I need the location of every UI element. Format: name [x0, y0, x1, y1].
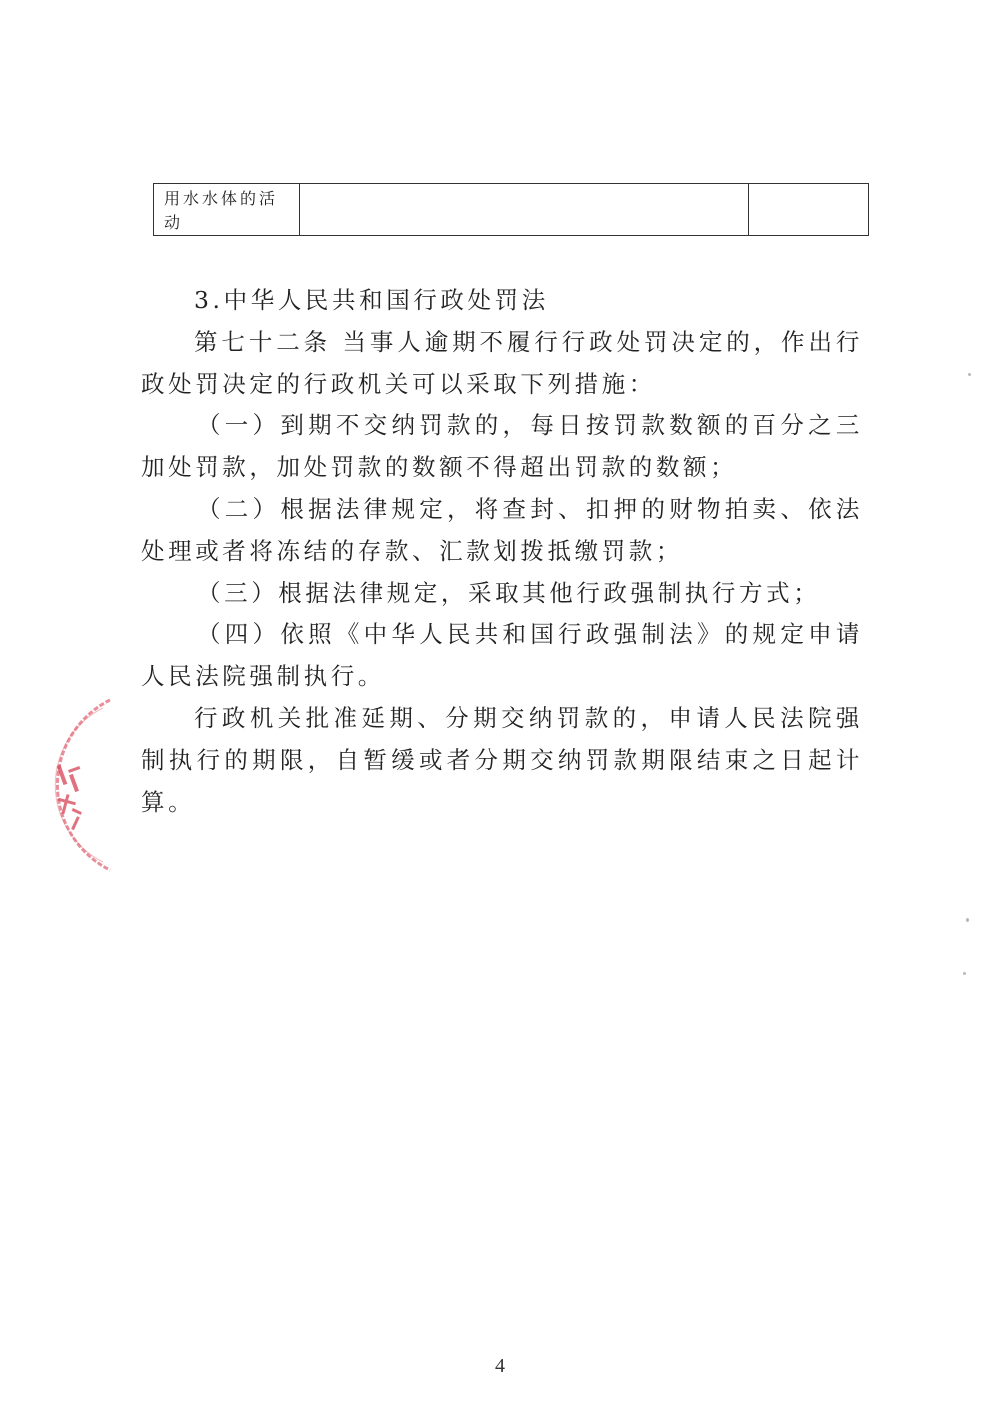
- table-row: [154, 184, 869, 236]
- scan-speck: [968, 373, 971, 376]
- table-cell-label-line1: 用水水体的活: [164, 189, 279, 208]
- article-intro: 第七十二条 当事人逾期不履行行政处罚决定的，作出行政处罚决定的行政机关可以采取下列措施：: [141, 327, 863, 398]
- scan-speck: [963, 972, 966, 975]
- article-item-1: （一）到期不交纳罚款的，每日按罚款数额的百分之三加处罚款，加处罚款的数额不得超出罚款的数额；: [141, 411, 863, 482]
- table-cell-middle: [299, 184, 748, 236]
- table-cell-label: [154, 184, 300, 236]
- seal-stamp-icon: [0, 690, 120, 880]
- article-item-2: （二）根据法律规定，将查封、扣押的财物拍卖、依法处理或者将冻结的存款、汇款划拨抵缴罚款；: [141, 494, 863, 565]
- page-number: 4: [495, 1355, 505, 1377]
- scan-speck: [966, 918, 969, 922]
- article-closing: 行政机关批准延期、分期交纳罚款的，申请人民法院强制执行的期限，自暂缓或者分期交纳罚款期限结束之日起计算。: [141, 703, 863, 816]
- table-cell-label-line2: 动: [164, 213, 184, 232]
- article-item-3: （三）根据法律规定，采取其他行政强制执行方式；: [197, 578, 821, 607]
- body-text: [141, 280, 863, 823]
- article-item-4: （四）依照《中华人民共和国行政强制法》的规定申请人民法院强制执行。: [141, 620, 863, 691]
- section-heading: 3.中华人民共和国行政处罚法: [194, 286, 549, 314]
- table-fragment: [153, 183, 869, 236]
- table-cell-right: [748, 184, 869, 236]
- seal-stamp-graphic: [0, 690, 120, 880]
